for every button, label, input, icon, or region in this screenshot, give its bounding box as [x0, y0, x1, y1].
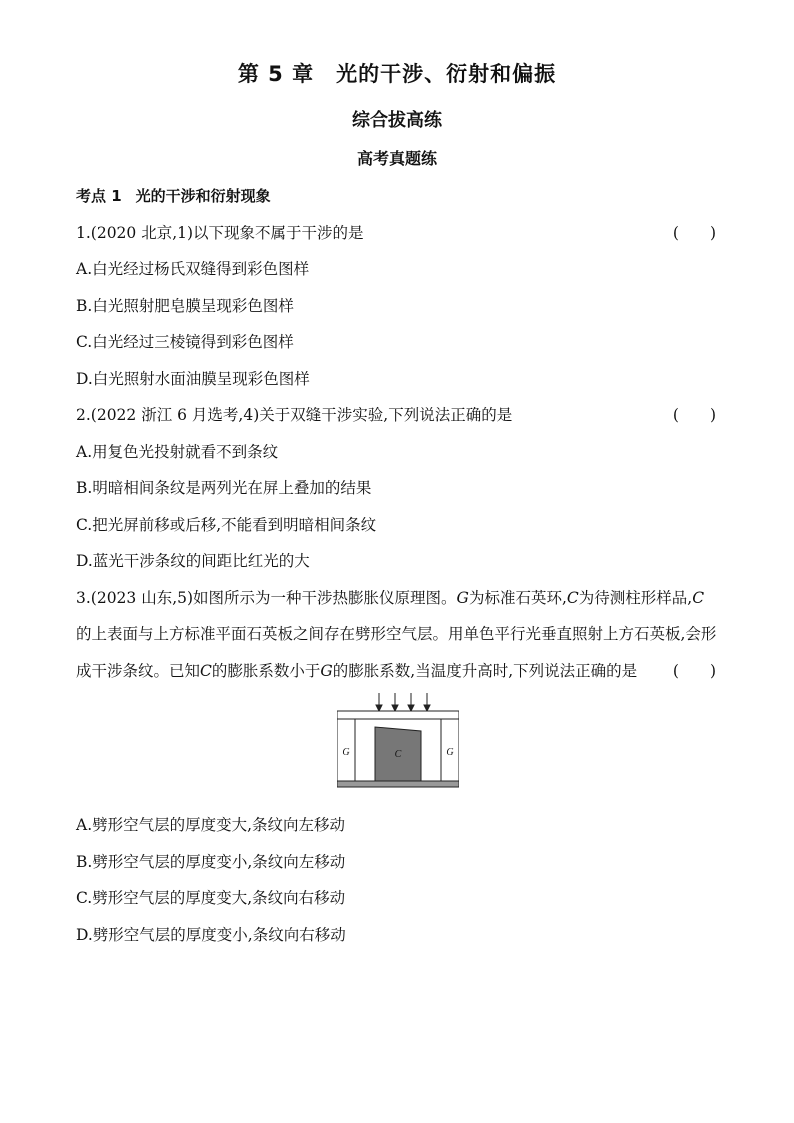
quartz-plate [337, 711, 459, 719]
stem-text: 的膨胀系数,当温度升高时,下列说法正确的是 [332, 661, 638, 680]
variable-c: C [566, 588, 579, 607]
stem-text: 为标准石英环, [468, 588, 567, 607]
variable-c: C [200, 661, 212, 680]
question-3-option-b: B.劈形空气层的厚度变小,条纹向左移动 [76, 852, 346, 871]
topic-name: 光的干涉和衍射现象 [135, 187, 271, 205]
incident-light-arrows [376, 693, 430, 711]
topic-label: 考点 1 [76, 187, 122, 205]
question-2-option-d: D.蓝光干涉条纹的间距比红光的大 [76, 552, 310, 570]
stem-text: 为待测柱形样品, [578, 588, 693, 607]
answer-bracket: ( ) [672, 406, 716, 424]
topic-heading [76, 178, 718, 215]
stem-text: 的膨胀系数小于 [211, 661, 321, 680]
ring-left-label: G [342, 747, 350, 758]
dilatometer-figure [76, 689, 718, 807]
question-1-option-c: C.白光经过三棱镜得到彩色图样 [76, 333, 294, 351]
question-3-stem [76, 580, 718, 690]
question-1-option-a: A.白光经过杨氏双缝得到彩色图样 [76, 260, 310, 278]
question-3-option-c: C.劈形空气层的厚度变大,条纹向右移动 [76, 889, 346, 907]
sample-label: C [394, 749, 402, 760]
question-3-option-a: A.劈形空气层的厚度变大,条纹向左移动 [76, 816, 346, 834]
variable-c: C [692, 588, 705, 607]
question-2-option-c: C.把光屏前移或后移,不能看到明暗相间条纹 [76, 515, 377, 534]
question-2-stem-row [76, 397, 718, 434]
question-1-stem: 1.(2020 北京,1)以下现象不属于干涉的是 [76, 223, 364, 242]
question-1-option-d: D.白光照射水面油膜呈现彩色图样 [76, 369, 310, 388]
stem-text: 3.(2023 山东,5)如图所示为一种干涉热膨胀仪原理图。 [76, 588, 457, 607]
exam-practice-heading: 高考真题练 [356, 149, 437, 168]
chapter-title: 第 5 章 光的干涉、衍射和偏振 [237, 62, 557, 86]
stem-text: 的上表面与上方标准平面石英板之间存在劈形空气层。用单色平行光垂直照射上方石英板,会形成干涉条纹。已知 [76, 625, 717, 680]
section-subtitle: 综合拔高练 [352, 110, 442, 131]
answer-bracket: ( ) [672, 223, 716, 242]
ring-right-label: G [446, 747, 454, 758]
question-list [76, 178, 718, 953]
question-1-stem-row [76, 215, 718, 252]
base-plate [337, 781, 459, 787]
question-2-stem: 2.(2022 浙江 6 月选考,4)关于双缝干涉实验,下列说法正确的是 [76, 406, 513, 424]
question-3-option-d: D.劈形空气层的厚度变小,条纹向右移动 [76, 925, 346, 944]
variable-g: G [320, 661, 333, 680]
answer-bracket: ( ) [672, 661, 716, 680]
question-2-option-b: B.明暗相间条纹是两列光在屏上叠加的结果 [76, 479, 372, 497]
dilatometer-diagram [337, 693, 459, 793]
variable-g: G [456, 588, 469, 607]
question-1-option-b: B.白光照射肥皂膜呈现彩色图样 [76, 296, 294, 315]
question-2-option-a: A.用复色光投射就看不到条纹 [76, 442, 279, 461]
